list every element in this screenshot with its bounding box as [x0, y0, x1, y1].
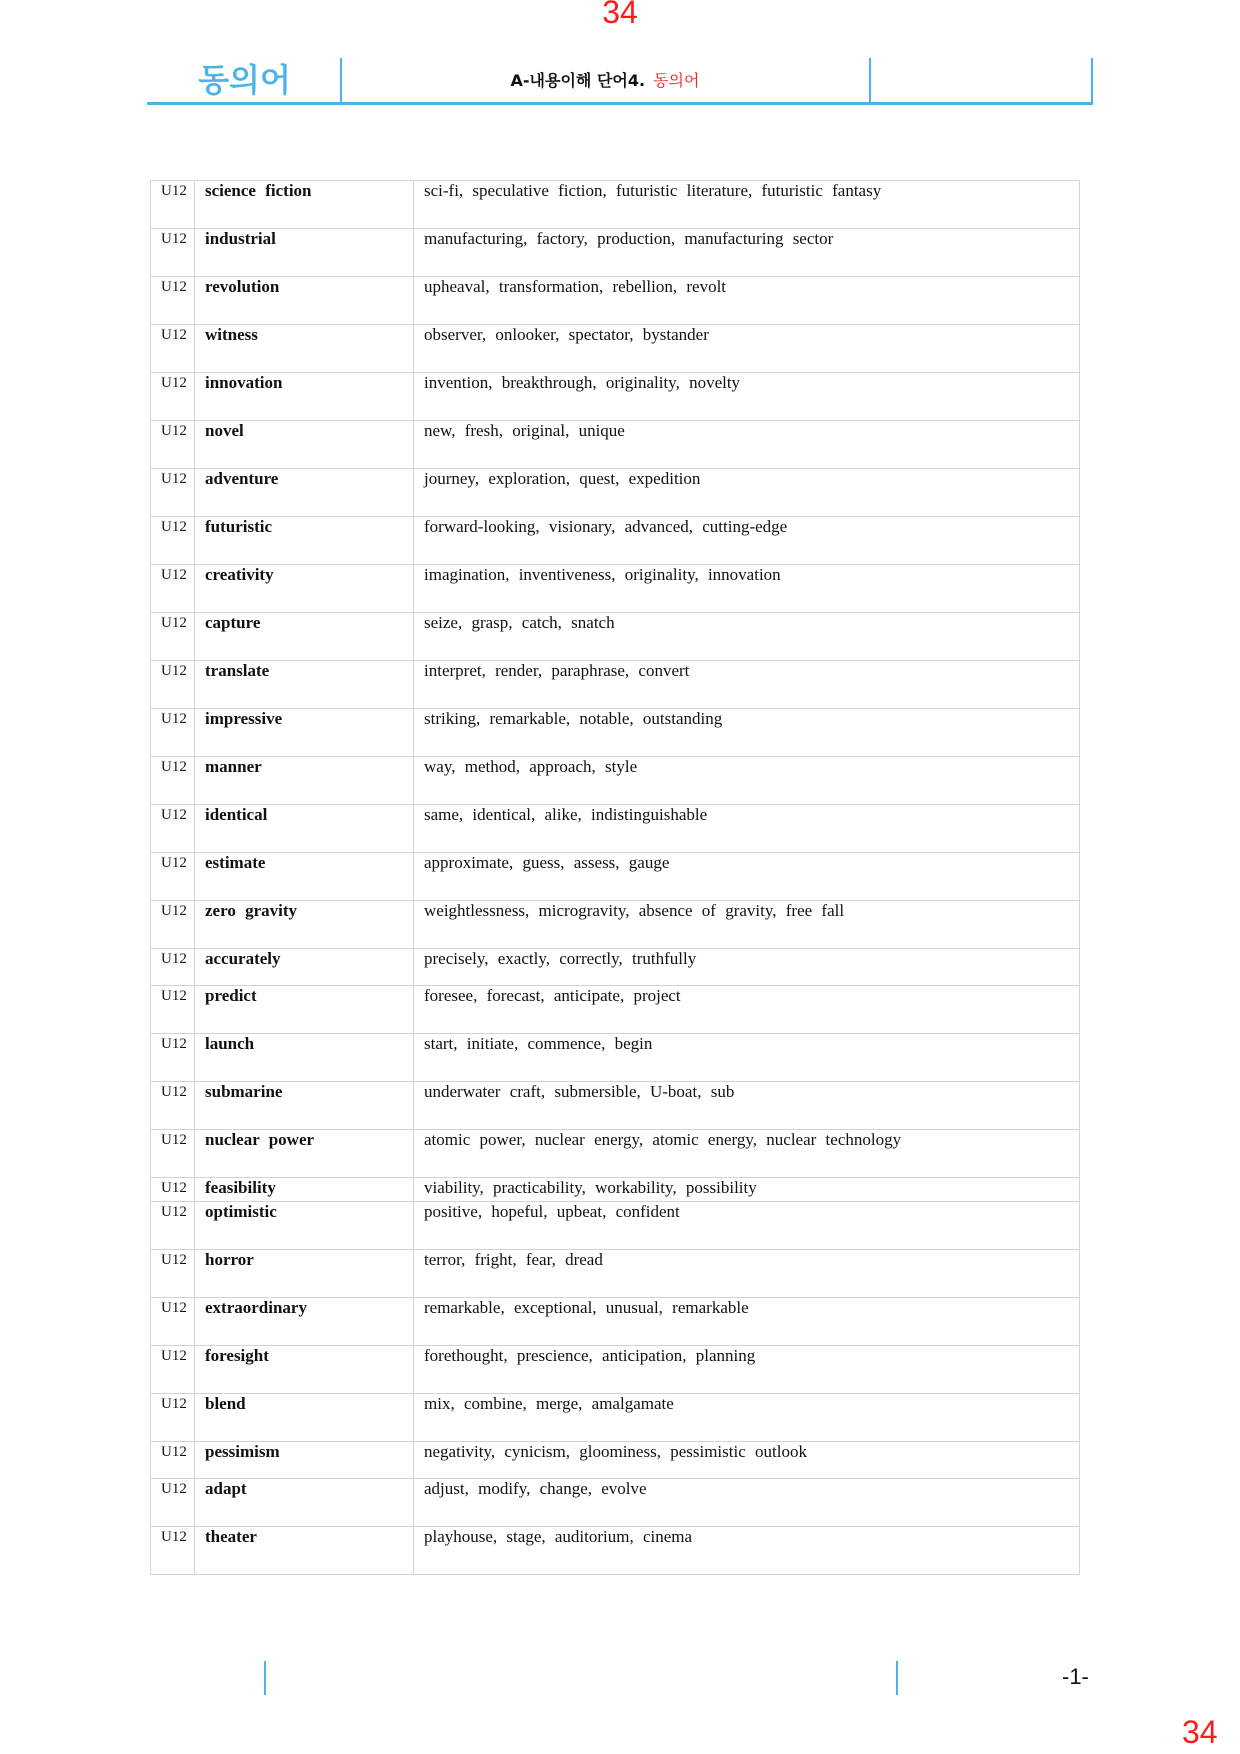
- word-cell: submarine: [195, 1082, 414, 1130]
- word-cell: adapt: [195, 1479, 414, 1527]
- unit-cell: U12: [151, 1034, 195, 1082]
- synonyms-cell: weightlessness, microgravity, absence of gravity, free fall: [414, 901, 1080, 949]
- unit-cell: U12: [151, 613, 195, 661]
- footer-page-label: -1-: [1062, 1664, 1089, 1689]
- synonyms-cell: start, initiate, commence, begin: [414, 1034, 1080, 1082]
- synonyms-cell: viability, practicability, workability, possibility: [414, 1178, 1080, 1202]
- unit-cell: U12: [151, 517, 195, 565]
- table-row: [151, 1250, 1080, 1298]
- word-cell: revolution: [195, 277, 414, 325]
- synonyms-cell: negativity, cynicism, gloominess, pessimistic outlook: [414, 1442, 1080, 1479]
- unit-cell: U12: [151, 1479, 195, 1527]
- synonyms-cell: manufacturing, factory, production, manufacturing sector: [414, 229, 1080, 277]
- word-cell: extraordinary: [195, 1298, 414, 1346]
- word-cell: feasibility: [195, 1178, 414, 1202]
- unit-cell: U12: [151, 1442, 195, 1479]
- synonyms-cell: imagination, inventiveness, originality, innovation: [414, 565, 1080, 613]
- page-number-bottom: 34: [1182, 1714, 1218, 1750]
- table-row: [151, 757, 1080, 805]
- table-row: [151, 1034, 1080, 1082]
- word-cell: accurately: [195, 949, 414, 986]
- table-row: [151, 1130, 1080, 1178]
- synonyms-cell: foresee, forecast, anticipate, project: [414, 986, 1080, 1034]
- word-cell: capture: [195, 613, 414, 661]
- word-cell: nuclear power: [195, 1130, 414, 1178]
- unit-cell: U12: [151, 229, 195, 277]
- unit-cell: U12: [151, 949, 195, 986]
- synonyms-cell: approximate, guess, assess, gauge: [414, 853, 1080, 901]
- table-row: [151, 229, 1080, 277]
- table-row: [151, 373, 1080, 421]
- word-cell: horror: [195, 1250, 414, 1298]
- table-row: [151, 277, 1080, 325]
- word-cell: science fiction: [195, 181, 414, 229]
- word-cell: futuristic: [195, 517, 414, 565]
- word-cell: manner: [195, 757, 414, 805]
- header-subtitle-text: A-내용이해 단어4.: [510, 71, 646, 90]
- unit-cell: U12: [151, 181, 195, 229]
- unit-cell: U12: [151, 1202, 195, 1250]
- table-row: [151, 181, 1080, 229]
- unit-cell: U12: [151, 373, 195, 421]
- header-divider-right: [1091, 58, 1093, 102]
- word-cell: pessimism: [195, 1442, 414, 1479]
- synonyms-cell: mix, combine, merge, amalgamate: [414, 1394, 1080, 1442]
- table-row: [151, 1082, 1080, 1130]
- header-title: 동의어: [198, 61, 291, 99]
- unit-cell: U12: [151, 1298, 195, 1346]
- word-cell: theater: [195, 1527, 414, 1575]
- synonyms-cell: forward-looking, visionary, advanced, cutting-edge: [414, 517, 1080, 565]
- table-row: [151, 661, 1080, 709]
- table-row: [151, 1178, 1080, 1202]
- table-row: [151, 853, 1080, 901]
- footer-divider-right: [896, 1661, 898, 1695]
- unit-cell: U12: [151, 1130, 195, 1178]
- table-row: [151, 949, 1080, 986]
- synonyms-cell: sci-fi, speculative fiction, futuristic literature, futuristic fantasy: [414, 181, 1080, 229]
- table-row: [151, 986, 1080, 1034]
- word-cell: blend: [195, 1394, 414, 1442]
- word-cell: novel: [195, 421, 414, 469]
- synonyms-cell: journey, exploration, quest, expedition: [414, 469, 1080, 517]
- word-cell: estimate: [195, 853, 414, 901]
- unit-cell: U12: [151, 421, 195, 469]
- header-subtitle-accent: 동의어: [653, 71, 700, 90]
- unit-cell: U12: [151, 565, 195, 613]
- word-cell: launch: [195, 1034, 414, 1082]
- synonyms-cell: striking, remarkable, notable, outstanding: [414, 709, 1080, 757]
- unit-cell: U12: [151, 661, 195, 709]
- unit-cell: U12: [151, 1394, 195, 1442]
- synonyms-cell: way, method, approach, style: [414, 757, 1080, 805]
- synonyms-cell: interpret, render, paraphrase, convert: [414, 661, 1080, 709]
- table-row: [151, 1298, 1080, 1346]
- word-cell: impressive: [195, 709, 414, 757]
- unit-cell: U12: [151, 325, 195, 373]
- vocabulary-table: [150, 180, 1080, 1575]
- unit-cell: U12: [151, 853, 195, 901]
- unit-cell: U12: [151, 469, 195, 517]
- unit-cell: U12: [151, 1527, 195, 1575]
- table-row: [151, 709, 1080, 757]
- synonyms-cell: adjust, modify, change, evolve: [414, 1479, 1080, 1527]
- table-row: [151, 1442, 1080, 1479]
- unit-cell: U12: [151, 986, 195, 1034]
- synonyms-cell: remarkable, exceptional, unusual, remarkable: [414, 1298, 1080, 1346]
- unit-cell: U12: [151, 757, 195, 805]
- table-row: [151, 613, 1080, 661]
- unit-cell: U12: [151, 1082, 195, 1130]
- unit-cell: U12: [151, 805, 195, 853]
- header-divider-middle: [869, 58, 871, 102]
- unit-cell: U12: [151, 277, 195, 325]
- synonyms-cell: new, fresh, original, unique: [414, 421, 1080, 469]
- table-row: [151, 517, 1080, 565]
- word-cell: zero gravity: [195, 901, 414, 949]
- table-row: [151, 421, 1080, 469]
- word-cell: optimistic: [195, 1202, 414, 1250]
- synonyms-cell: positive, hopeful, upbeat, confident: [414, 1202, 1080, 1250]
- synonyms-cell: seize, grasp, catch, snatch: [414, 613, 1080, 661]
- header-subtitle: [343, 58, 867, 104]
- word-cell: witness: [195, 325, 414, 373]
- synonyms-cell: atomic power, nuclear energy, atomic energy, nuclear technology: [414, 1130, 1080, 1178]
- table-row: [151, 565, 1080, 613]
- unit-cell: U12: [151, 709, 195, 757]
- synonyms-cell: playhouse, stage, auditorium, cinema: [414, 1527, 1080, 1575]
- unit-cell: U12: [151, 1178, 195, 1202]
- word-cell: predict: [195, 986, 414, 1034]
- word-cell: translate: [195, 661, 414, 709]
- table-row: [151, 805, 1080, 853]
- synonyms-cell: forethought, prescience, anticipation, planning: [414, 1346, 1080, 1394]
- page-header: [147, 58, 1093, 105]
- table-row: [151, 469, 1080, 517]
- word-cell: creativity: [195, 565, 414, 613]
- table-row: [151, 901, 1080, 949]
- table-row: [151, 1479, 1080, 1527]
- word-cell: foresight: [195, 1346, 414, 1394]
- word-cell: identical: [195, 805, 414, 853]
- page-number-top: 34: [602, 0, 638, 30]
- vocabulary-table-body: [151, 181, 1080, 1575]
- synonyms-cell: same, identical, alike, indistinguishable: [414, 805, 1080, 853]
- unit-cell: U12: [151, 1250, 195, 1298]
- footer-divider-left: [264, 1661, 266, 1695]
- word-cell: adventure: [195, 469, 414, 517]
- synonyms-cell: terror, fright, fear, dread: [414, 1250, 1080, 1298]
- table-row: [151, 1346, 1080, 1394]
- synonyms-cell: observer, onlooker, spectator, bystander: [414, 325, 1080, 373]
- synonyms-cell: precisely, exactly, correctly, truthfully: [414, 949, 1080, 986]
- table-row: [151, 1527, 1080, 1575]
- table-row: [151, 1202, 1080, 1250]
- table-row: [151, 325, 1080, 373]
- header-divider-left: [340, 58, 342, 102]
- synonyms-cell: upheaval, transformation, rebellion, revolt: [414, 277, 1080, 325]
- unit-cell: U12: [151, 901, 195, 949]
- synonyms-cell: underwater craft, submersible, U-boat, sub: [414, 1082, 1080, 1130]
- unit-cell: U12: [151, 1346, 195, 1394]
- table-row: [151, 1394, 1080, 1442]
- word-cell: innovation: [195, 373, 414, 421]
- word-cell: industrial: [195, 229, 414, 277]
- synonyms-cell: invention, breakthrough, originality, novelty: [414, 373, 1080, 421]
